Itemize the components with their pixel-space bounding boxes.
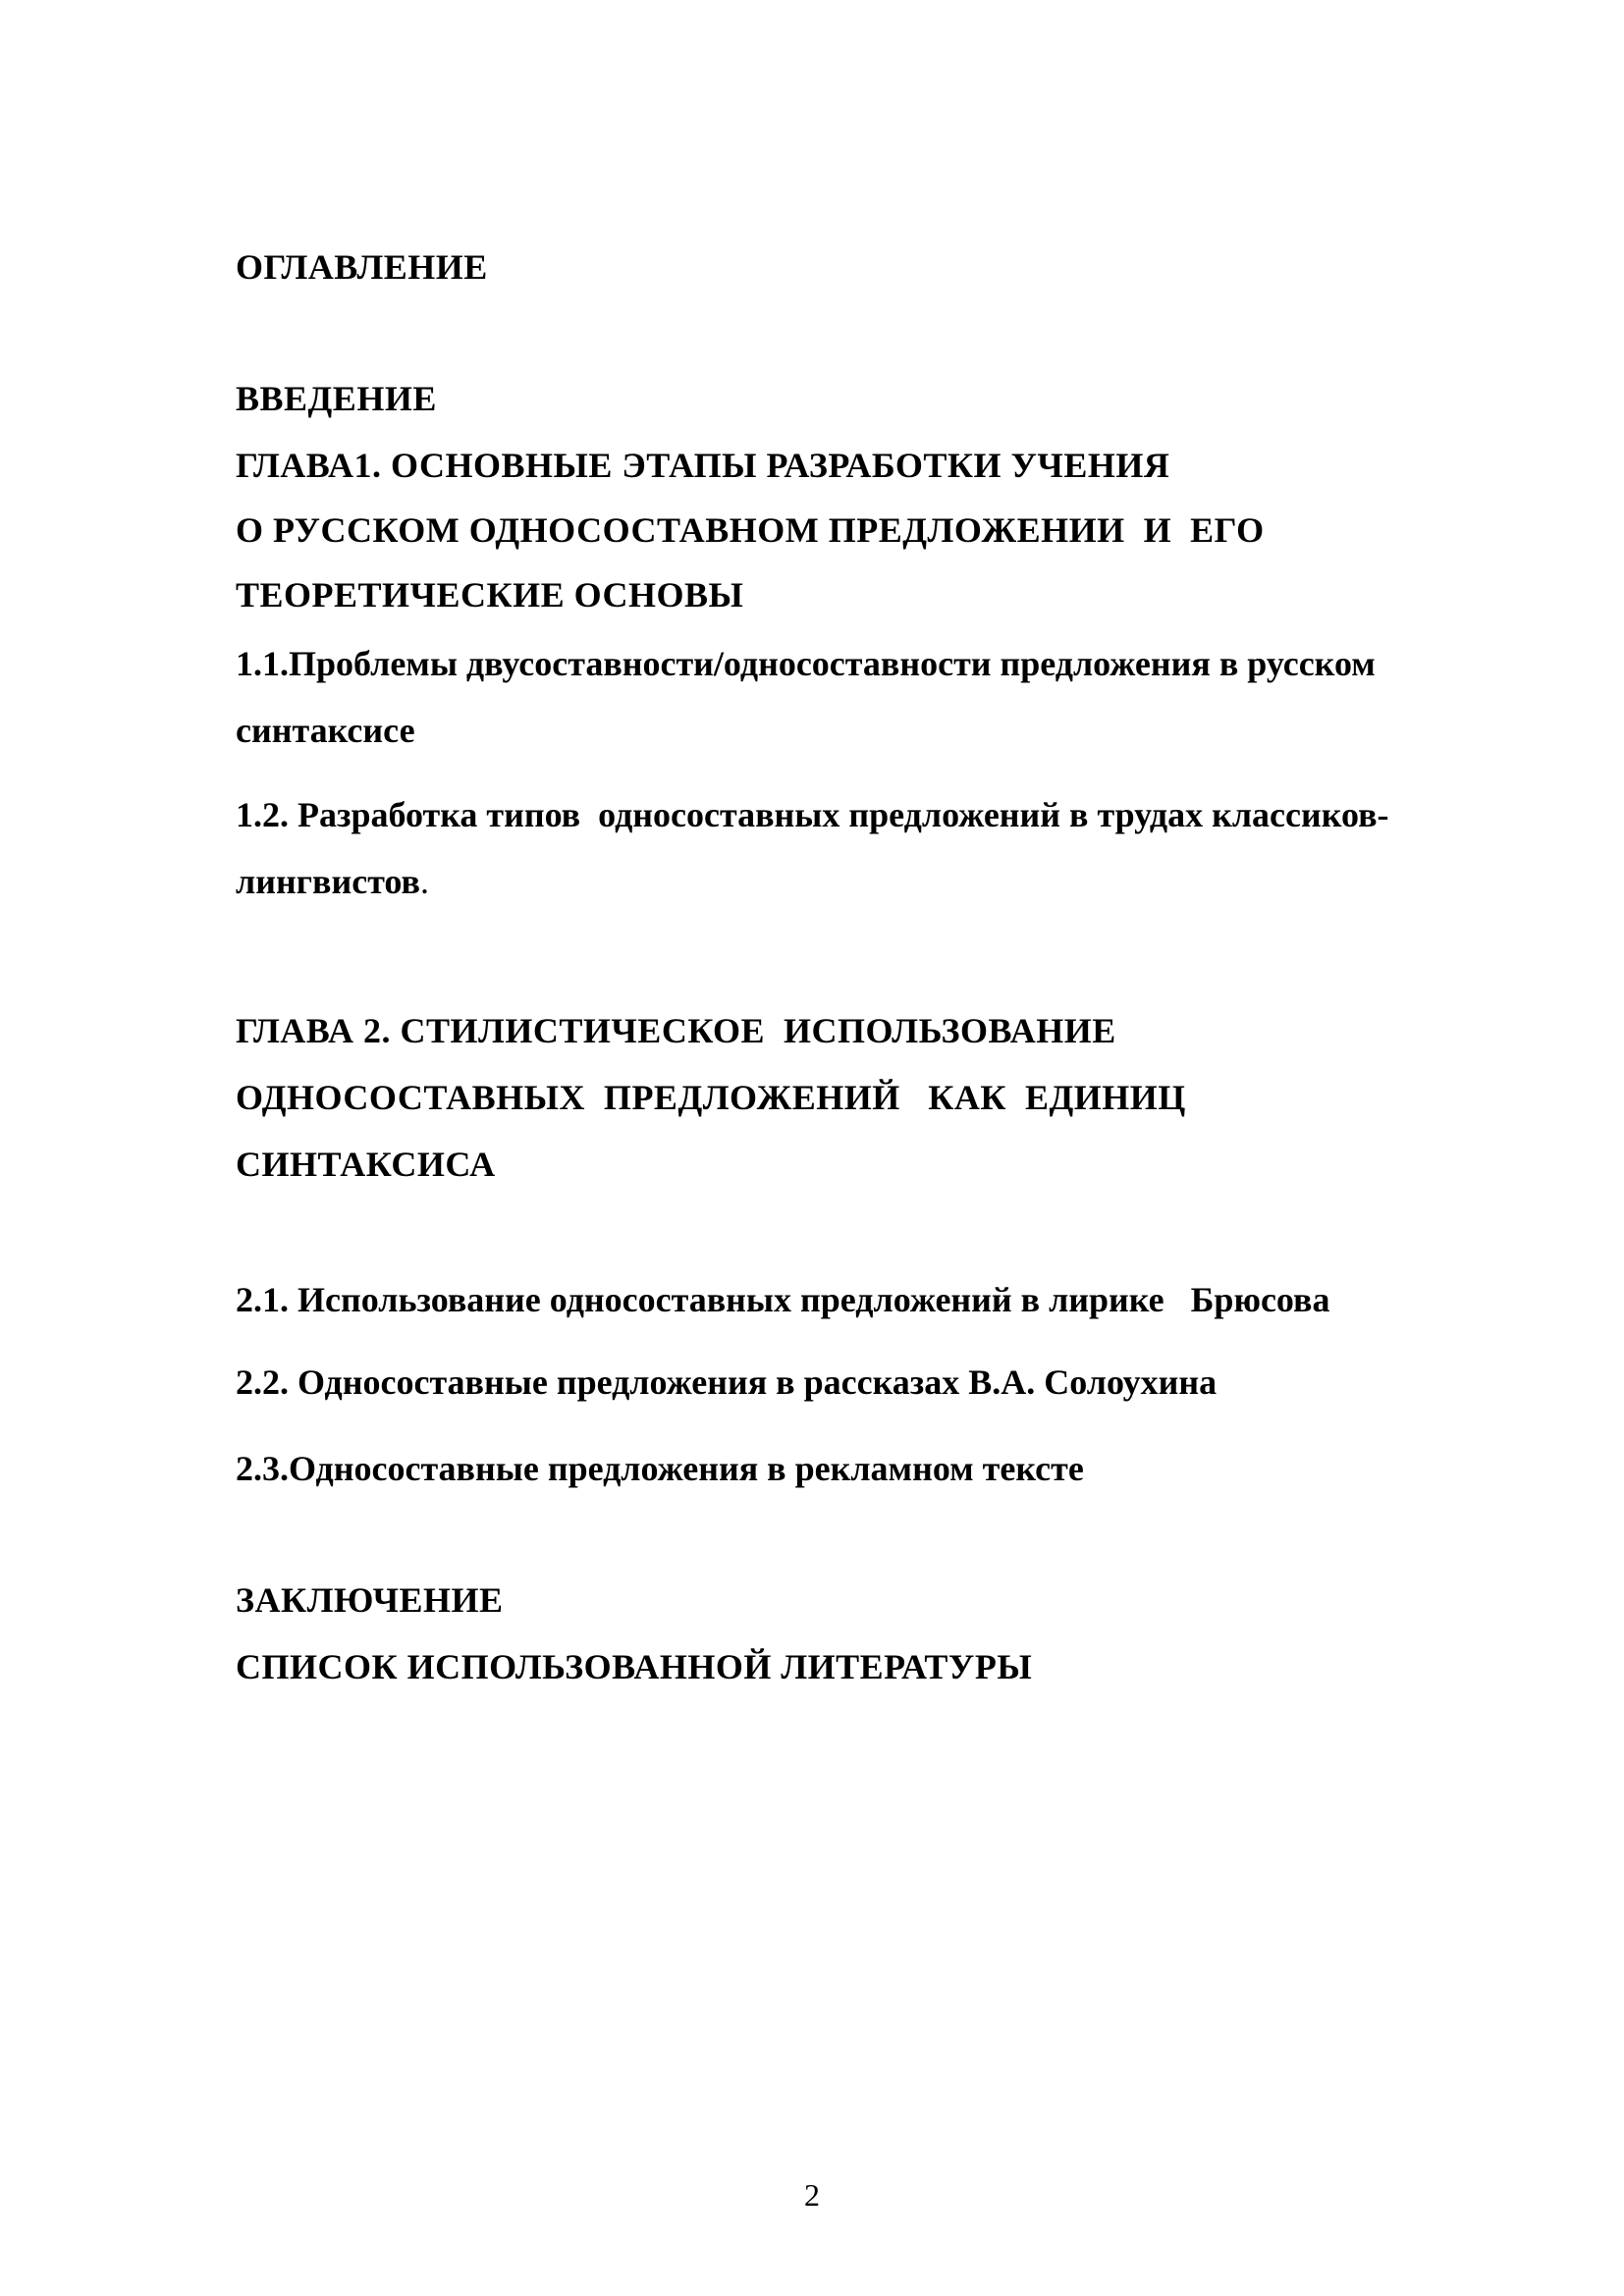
toc-entry-chapter2-line2: ОДНОСОСТАВНЫХ ПРЕДЛОЖЕНИЙ КАК ЕДИНИЦ <box>236 1078 1186 1117</box>
toc-entry-chapter1-line2: О РУССКОМ ОДНОСОСТАВНОМ ПРЕДЛОЖЕНИИ И ЕГО <box>236 510 1265 550</box>
toc-entry-chapter2-line3: СИНТАКСИСА <box>236 1145 496 1184</box>
toc-entry-bibliography: СПИСОК ИСПОЛЬЗОВАННОЙ ЛИТЕРАТУРЫ <box>236 1647 1033 1686</box>
toc-entry-introduction: ВВЕДЕНИЕ <box>236 379 437 418</box>
toc-entry-section-1-1-line2: синтаксисе <box>236 711 415 750</box>
toc-entry-section-1-2-line2-text: лингвистов <box>236 862 420 901</box>
toc-entry-section-2-2: 2.2. Односоставные предложения в рассказах В.А. Солоухина <box>236 1362 1218 1402</box>
toc-entry-conclusion: ЗАКЛЮЧЕНИЕ <box>236 1580 504 1620</box>
toc-entry-section-1-2-period: . <box>419 862 429 901</box>
toc-entry-section-2-3: 2.3.Односоставные предложения в рекламном тексте <box>236 1449 1084 1488</box>
toc-entry-section-1-2-line2 <box>236 860 429 903</box>
toc-entry-section-2-1: 2.1. Использование односоставных предложений в лирике Брюсова <box>236 1280 1330 1319</box>
toc-entry-chapter1-line3: ТЕОРЕТИЧЕСКИЕ ОСНОВЫ <box>236 575 744 614</box>
toc-title: ОГЛАВЛЕНИЕ <box>236 247 488 287</box>
toc-entry-section-1-2-line1: 1.2. Разработка типов односоставных предложений в трудах классиков- <box>236 795 1389 834</box>
toc-entry-chapter2-line1: ГЛАВА 2. СТИЛИСТИЧЕСКОЕ ИСПОЛЬЗОВАНИЕ <box>236 1011 1116 1050</box>
page-number: 2 <box>804 2177 820 2213</box>
toc-entry-section-1-1-line1: 1.1.Проблемы двусоставности/односоставности предложения в русском <box>236 644 1376 683</box>
toc-entry-chapter1-line1: ГЛАВА1. ОСНОВНЫЕ ЭТАПЫ РАЗРАБОТКИ УЧЕНИЯ <box>236 446 1170 485</box>
